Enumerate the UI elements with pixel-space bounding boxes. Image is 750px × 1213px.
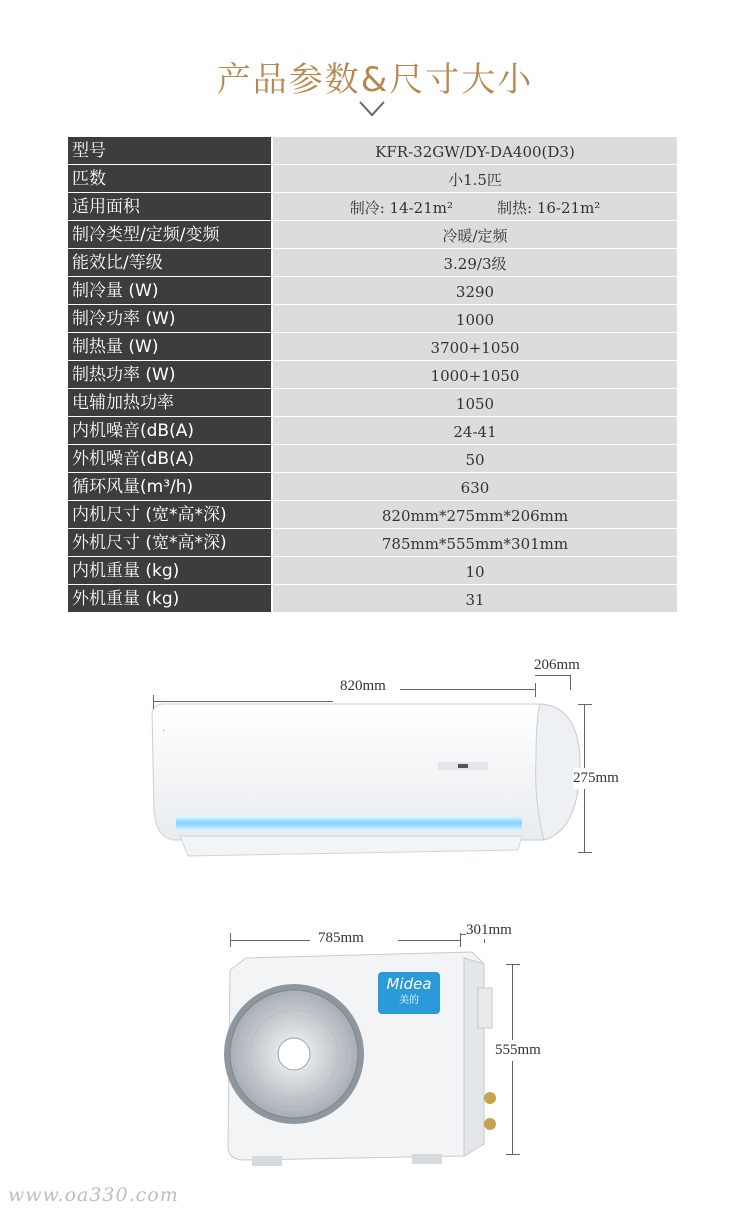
svg-text:·: · (162, 726, 166, 737)
spec-table (68, 137, 677, 613)
dim-tick (506, 1154, 520, 1155)
spec-row-cooling-power (68, 305, 677, 333)
indoor-width-label: 820mm (340, 678, 386, 694)
spec-label: 制冷量 (W) (68, 277, 271, 305)
spec-value: 3290 (273, 277, 677, 305)
spec-value: 3700+1050 (273, 333, 677, 361)
spec-row-indoor-size (68, 501, 677, 529)
spec-label: 外机噪音(dB(A) (68, 445, 271, 473)
spec-value-heat: 制热: 16-21m² (497, 199, 601, 217)
spec-label: 循环风量(m³/h) (68, 473, 271, 501)
dim-tick (506, 964, 520, 965)
spec-value: 1000+1050 (273, 361, 677, 389)
spec-value: 50 (273, 445, 677, 473)
spec-value: 24-41 (273, 417, 677, 445)
dim-line (398, 940, 460, 941)
watermark: www.oa330.com (8, 1184, 179, 1206)
spec-row-type (68, 221, 677, 249)
spec-value: 31 (273, 585, 677, 613)
spec-value: 785mm*555mm*301mm (273, 529, 677, 557)
indoor-height-label: 275mm (573, 768, 619, 789)
indoor-depth-label: 206mm (534, 657, 580, 673)
chevron-down-icon (358, 100, 386, 118)
spec-row-indoor-noise (68, 417, 677, 445)
spec-row-efficiency (68, 249, 677, 277)
spec-label: 电辅加热功率 (68, 389, 271, 417)
dim-line (230, 940, 310, 941)
outdoor-unit-image (222, 948, 502, 1170)
dim-tick (570, 676, 571, 690)
dim-tick (153, 695, 154, 709)
dim-tick (578, 852, 592, 853)
spec-value: 1000 (273, 305, 677, 333)
spec-row-outdoor-noise (68, 445, 677, 473)
dim-line (535, 675, 571, 676)
indoor-unit-image (140, 690, 590, 865)
spec-label: 外机尺寸 (宽*高*深) (68, 529, 271, 557)
dim-line (153, 701, 333, 702)
spec-value: 630 (273, 473, 677, 501)
spec-label: 制冷功率 (W) (68, 305, 271, 333)
spec-label: 内机噪音(dB(A) (68, 417, 271, 445)
dim-tick (578, 704, 592, 705)
spec-label: 内机尺寸 (宽*高*深) (68, 501, 271, 529)
spec-label: 适用面积 (68, 193, 271, 221)
spec-value: 小1.5匹 (273, 165, 677, 193)
spec-value-cool: 制冷: 14-21m² (349, 199, 453, 217)
spec-row-horsepower (68, 165, 677, 193)
spec-row-indoor-weight (68, 557, 677, 585)
spec-value: 820mm*275mm*206mm (273, 501, 677, 529)
spec-row-heating-power (68, 361, 677, 389)
dim-line (400, 689, 536, 690)
spec-row-airflow (68, 473, 677, 501)
outdoor-depth-label: 301mm (466, 922, 512, 938)
spec-row-heating-capacity (68, 333, 677, 361)
dim-tick (460, 933, 461, 947)
spec-row-cooling-capacity (68, 277, 677, 305)
outdoor-width-label: 785mm (318, 930, 364, 946)
spec-value: 3.29/3级 (273, 249, 677, 277)
dim-tick (535, 683, 536, 697)
outdoor-height-label: 555mm (495, 1040, 541, 1061)
spec-row-outdoor-size (68, 529, 677, 557)
spec-row-model (68, 137, 677, 165)
brand-name-en: Midea (386, 975, 432, 993)
brand-name-cn: 美的 (399, 995, 419, 1006)
spec-label: 型号 (68, 137, 271, 165)
page-title: 产品参数&尺寸大小 (216, 60, 534, 100)
spec-value: 冷暖/定频 (273, 221, 677, 249)
spec-label: 制热量 (W) (68, 333, 271, 361)
spec-row-outdoor-weight (68, 585, 677, 613)
spec-label: 制热功率 (W) (68, 361, 271, 389)
spec-value: 10 (273, 557, 677, 585)
spec-value: 1050 (273, 389, 677, 417)
spec-row-aux-heat (68, 389, 677, 417)
spec-value: KFR-32GW/DY-DA400(D3) (273, 137, 677, 165)
spec-row-area (68, 193, 677, 221)
spec-label: 能效比/等级 (68, 249, 271, 277)
spec-label: 匹数 (68, 165, 271, 193)
midea-logo (378, 972, 440, 1014)
spec-label: 内机重量 (kg) (68, 557, 271, 585)
spec-value (273, 193, 677, 221)
spec-label: 制冷类型/定频/变频 (68, 221, 271, 249)
spec-label: 外机重量 (kg) (68, 585, 271, 613)
